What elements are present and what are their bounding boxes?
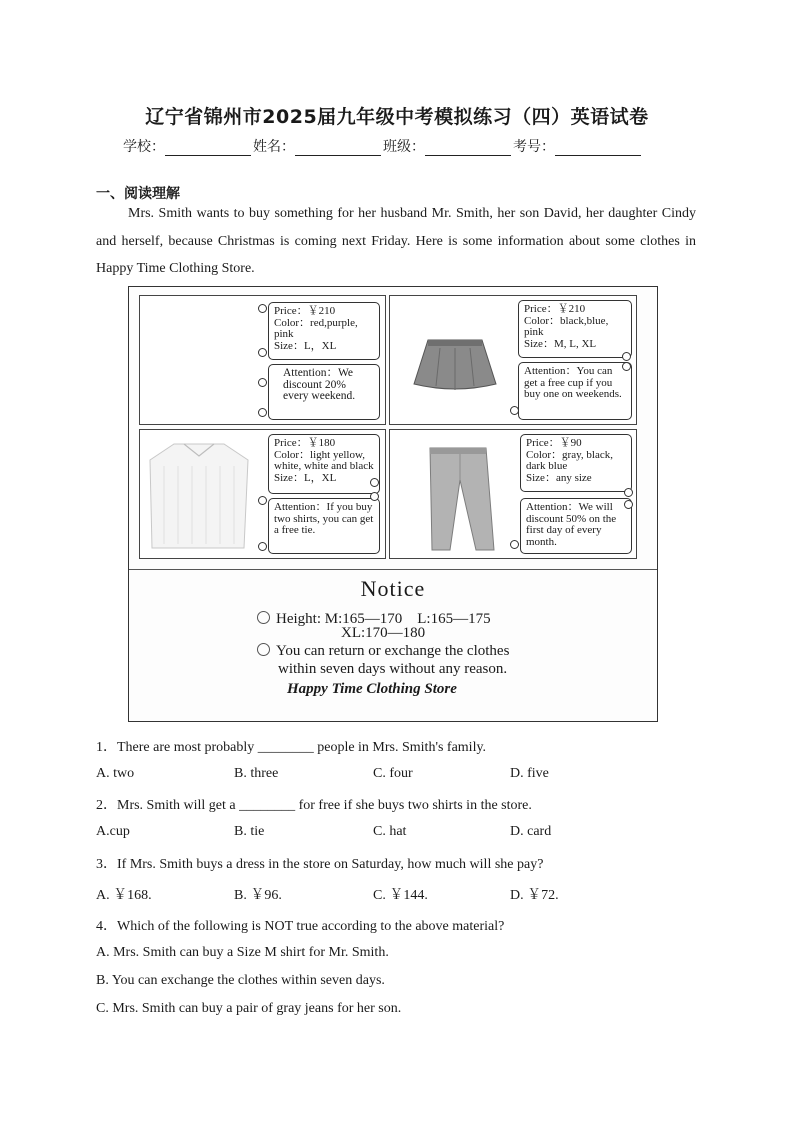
student-info-row [123, 136, 643, 156]
ring-icon [258, 408, 267, 417]
attention-box: Attention：You can get a free cup if you buy one on weekends. [518, 362, 632, 420]
shirt-image [144, 436, 254, 552]
passage-intro: Mrs. Smith wants to buy something for her husband Mr. Smith, her son David, her daughter Cindy and herself, because Christmas is coming next Friday. Here is some information about some clothes in Happy Time Clothing Store. [96, 206, 696, 276]
ring-icon [622, 362, 631, 371]
name-field[interactable]: 姓名： [253, 136, 383, 156]
q1-option-d[interactable]: D. five [510, 766, 549, 781]
q3-option-a[interactable]: A. ￥168. [96, 888, 152, 903]
ring-icon [258, 542, 267, 551]
q2-option-b[interactable]: B. tie [234, 824, 265, 839]
q3-option-d[interactable]: D. ￥72. [510, 888, 559, 903]
ring-icon [510, 406, 519, 415]
q2-option-a[interactable]: A.cup [96, 824, 130, 839]
attention-box: Attention：We will discount 50% on the first day of every month. [520, 498, 632, 554]
ring-icon [510, 540, 519, 549]
notice-height-line-2: XL:170—180 [341, 625, 426, 641]
notice-title: Notice [360, 576, 426, 601]
jeans-image [420, 446, 500, 554]
exam-title: 辽宁省锦州市2025届九年级中考模拟练习（四）英语试卷 [145, 106, 649, 128]
q4-option-c[interactable]: C. Mrs. Smith can buy a pair of gray jeans for her son. [96, 1001, 402, 1016]
store-name: Happy Time Clothing Store [287, 681, 457, 697]
exam-number-field[interactable]: 考号： [513, 136, 643, 156]
question-1-stem: 1．There are most probably ________ people in Mrs. Smith's family. [96, 740, 487, 755]
notice-return-line: You can return or exchange the clothes [257, 643, 509, 660]
q4-option-b[interactable]: B. You can exchange the clothes within seven days. [96, 973, 385, 988]
bullet-icon [257, 643, 270, 656]
q3-option-c[interactable]: C. ￥144. [373, 888, 428, 903]
ring-icon [258, 304, 267, 313]
product-info-box: Price：￥210 Color：red,purple, pink Size：L，XL [268, 302, 380, 360]
skirt-image [410, 336, 500, 394]
ring-icon [258, 378, 267, 387]
product-info-box: Price：￥180 Color：light yellow, white, white and black Size：L，XL [268, 434, 380, 494]
product-cell-shirt [139, 429, 386, 559]
product-cell-jeans [389, 429, 637, 559]
ring-icon [370, 478, 379, 487]
attention-box: Attention：We discount 20% every weekend. [268, 364, 380, 420]
q3-option-b[interactable]: B. ￥96. [234, 888, 282, 903]
notice-divider [129, 569, 657, 570]
ring-icon [624, 500, 633, 509]
product-info-box: Price：￥210 Color：black,blue, pink Size：M, L, XL [518, 300, 632, 358]
question-2-stem: 2．Mrs. Smith will get a ________ for free if she buys two shirts in the store. [96, 798, 532, 813]
product-cell-dress [139, 295, 386, 425]
ring-icon [622, 352, 631, 361]
class-field[interactable]: 班级： [383, 136, 513, 156]
q4-option-a[interactable]: A. Mrs. Smith can buy a Size M shirt for Mr. Smith. [96, 945, 389, 960]
notice-height-line: Height: M:165—170 L:165—175 [257, 607, 491, 628]
ring-icon [258, 348, 267, 357]
q1-option-a[interactable]: A. two [96, 766, 135, 781]
q2-option-c[interactable]: C. hat [373, 824, 407, 839]
ring-icon [258, 496, 267, 505]
question-4-stem: 4．Which of the following is NOT true according to the above material? [96, 919, 505, 934]
q1-option-c[interactable]: C. four [373, 766, 413, 781]
ring-icon [624, 488, 633, 497]
ring-icon [370, 492, 379, 501]
q1-option-b[interactable]: B. three [234, 766, 279, 781]
section-title: 一、阅读理解 [96, 186, 180, 202]
clothing-poster [128, 286, 658, 722]
attention-box: Attention：If you buy two shirts, you can get a free tie. [268, 498, 380, 554]
product-cell-skirt [389, 295, 637, 425]
notice-return-line-2: within seven days without any reason. [278, 661, 508, 677]
product-info-box: Price：￥90 Color：gray, black, dark blue Size：any size [520, 434, 632, 492]
q2-option-d[interactable]: D. card [510, 824, 552, 839]
bullet-icon [257, 611, 270, 624]
question-3-stem: 3．If Mrs. Smith buys a dress in the store on Saturday, how much will she pay? [96, 857, 544, 872]
school-field[interactable]: 学校： [123, 136, 253, 156]
